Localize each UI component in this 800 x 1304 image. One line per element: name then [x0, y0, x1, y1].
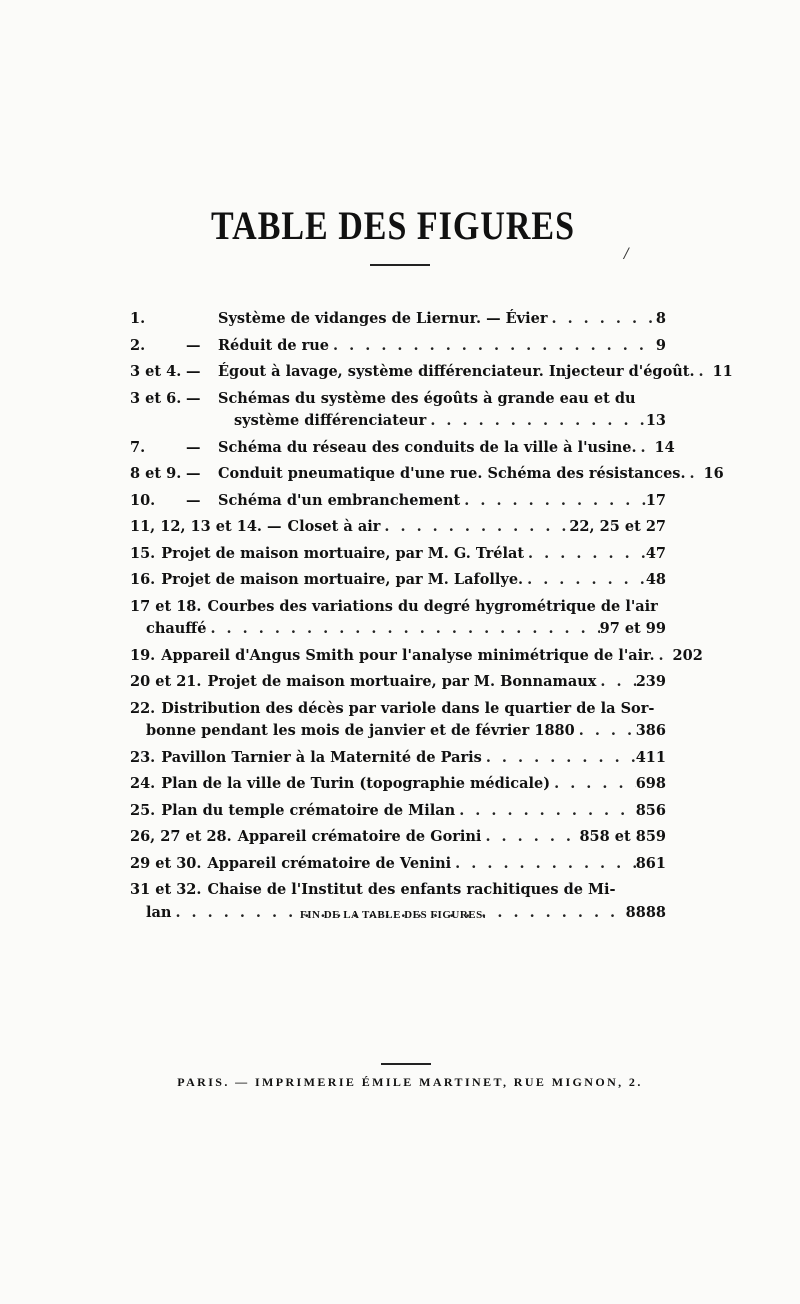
figure-caption: Conduit pneumatique d'une rue. Schéma des résistances. [218, 465, 686, 482]
figure-dash: — [186, 438, 201, 456]
figure-entry [130, 596, 666, 641]
figure-number: 31 et 32. [130, 881, 202, 898]
figure-list [130, 308, 733, 924]
leader-dots [686, 463, 704, 486]
figure-caption: Plan de la ville de Turin (topographie médicale) [161, 775, 551, 792]
figure-dash: — [186, 363, 201, 380]
figure-caption: Projet de maison mortuaire, par M. Bonnamaux [207, 673, 597, 690]
figure-number: 3 et 4. [130, 363, 182, 380]
page-number: 9 [655, 336, 666, 354]
figure-number: 20 et 21. [130, 673, 202, 690]
figure-entry [130, 826, 666, 849]
leader-dots [451, 853, 636, 876]
figure-dash: — [186, 336, 201, 354]
page-number: 386 [635, 722, 666, 739]
leader-dots [655, 645, 673, 668]
title-rule [370, 264, 430, 266]
figure-caption: Appareil crématoire de Gorini [237, 828, 482, 845]
page-number: 13 [645, 412, 666, 429]
figure-caption: Schémas du système des égoûts à grande eau et du [218, 389, 636, 407]
leader-dots [695, 361, 713, 384]
figure-number: 29 et 30. [130, 854, 202, 872]
leader-dots [329, 335, 656, 358]
figure-caption: Schéma d'un embranchement [218, 491, 461, 509]
figure-entry [130, 543, 666, 566]
figure-caption: lan [146, 903, 172, 921]
leader-dots [547, 308, 655, 331]
end-note: FIN DE LA TABLE DES FIGURES. [300, 909, 486, 921]
figure-caption: Chaise de l'Institut des enfants rachitiques de Mi- [207, 881, 616, 898]
figure-number: 24. [130, 775, 156, 792]
page-number: 16 [703, 465, 724, 482]
figure-entry [130, 437, 675, 460]
figure-entry [130, 773, 666, 796]
figure-caption: Appareil d'Angus Smith pour l'analyse minimétrique de l'air. [161, 646, 655, 664]
page-number: 861 [635, 854, 666, 872]
figure-entry [130, 463, 724, 486]
page-number: 698 [635, 775, 666, 792]
figure-number: 15. [130, 544, 156, 562]
page-title: TABLE DES FIGURES [210, 205, 576, 249]
page-number: 47 [645, 544, 666, 562]
figure-number: 17 et 18. [130, 597, 202, 615]
imprint-rule [381, 1063, 431, 1065]
figure-number: 3 et 6. [130, 389, 182, 407]
leader-dots [550, 773, 636, 796]
leader-dots [426, 410, 646, 433]
figure-dash: — [186, 465, 201, 482]
figure-entry [130, 569, 666, 592]
figure-caption: Projet de maison mortuaire, par M. G. Trélat [161, 544, 525, 562]
figure-number: 23. [130, 748, 156, 766]
figure-number: 8 et 9. [130, 465, 182, 482]
page-number: 17 [645, 491, 666, 509]
figure-caption: Pavillon Tarnier à la Maternité de Paris [161, 748, 482, 766]
leader-dots [455, 800, 636, 823]
figure-caption: Closet à air [287, 518, 381, 535]
leader-dots [637, 437, 655, 460]
figure-caption: Projet de maison mortuaire, par M. Lafollye. [161, 571, 524, 588]
figure-entry [130, 388, 666, 433]
figure-caption: Réduit de rue [218, 336, 330, 354]
figure-number: 7. [130, 438, 146, 456]
figure-number: 11, 12, 13 et 14. — [130, 518, 282, 535]
leader-dots [206, 618, 599, 641]
figure-caption: bonne pendant les mois de janvier et de février 1880 [146, 722, 575, 739]
leader-dots [575, 720, 636, 743]
figure-number: 19. [130, 646, 156, 664]
figure-entry [130, 671, 666, 694]
figure-entry [130, 800, 666, 823]
leader-dots [524, 543, 646, 566]
page-number: 8 [655, 310, 666, 327]
figure-dash: — [186, 389, 201, 407]
figure-number: 25. [130, 801, 156, 819]
page-number: 8888 [625, 903, 666, 921]
page-number: 22, 25 et 27 [569, 518, 666, 535]
figure-entry [130, 361, 733, 384]
figure-caption: Plan du temple crématoire de Milan [161, 801, 456, 819]
page-number: 11 [712, 363, 733, 380]
figure-dash: — [186, 491, 201, 509]
margin-mark: / [624, 246, 629, 262]
leader-dots [380, 516, 569, 539]
figure-entry [130, 698, 666, 743]
page-number: 202 [672, 646, 703, 664]
page-number: 14 [654, 438, 675, 456]
page-number: 97 et 99 [599, 620, 666, 637]
leader-dots [596, 671, 635, 694]
figure-number: 26, 27 et 28. [130, 828, 232, 845]
figure-caption: Appareil crématoire de Venini [207, 854, 452, 872]
figure-entry [130, 308, 666, 331]
printer-imprint: PARIS. — IMPRIMERIE ÉMILE MARTINET, RUE MIGNON, 2. [177, 1075, 643, 1089]
page-number: 48 [645, 571, 666, 588]
leader-dots [523, 569, 646, 592]
figure-caption: système différenciateur [234, 412, 427, 429]
page-number: 856 [635, 801, 666, 819]
page-number: 411 [635, 748, 666, 766]
figure-caption: Système de vidanges de Liernur. — Évier [218, 310, 548, 327]
figure-entry [130, 747, 666, 770]
figure-caption: Schéma du réseau des conduits de la ville à l'usine. [218, 438, 637, 456]
figure-caption: Courbes des variations du degré hygrométrique de l'air [207, 597, 658, 615]
figure-number: 10. [130, 491, 156, 509]
figure-caption: chauffé [146, 620, 207, 637]
figure-entry [130, 490, 666, 513]
figure-caption: Égout à lavage, système différenciateur. Injecteur d'égoût. [218, 363, 695, 380]
figure-entry [130, 335, 666, 358]
figure-number: 2. [130, 336, 146, 354]
figure-entry [130, 853, 666, 876]
figure-number: 1. [130, 310, 146, 327]
figure-number: 16. [130, 571, 156, 588]
figure-entry [130, 516, 666, 539]
figure-number: 22. [130, 699, 156, 717]
leader-dots [460, 490, 646, 513]
figure-entry [130, 645, 703, 668]
page-number: 858 et 859 [579, 828, 666, 845]
leader-dots [481, 826, 579, 849]
page-number: 239 [635, 673, 666, 690]
leader-dots [482, 747, 636, 770]
figure-caption: Distribution des décès par variole dans le quartier de la Sor- [161, 699, 655, 717]
